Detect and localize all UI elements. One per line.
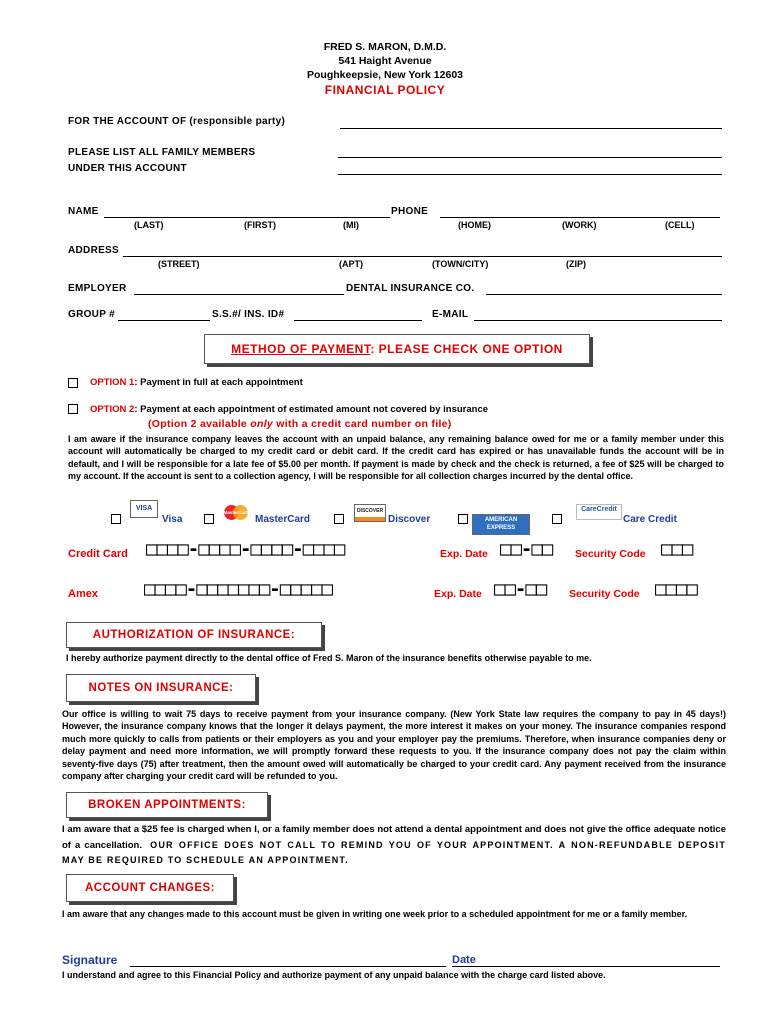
amex-logo [472,514,530,535]
option2-label: OPTION 2 [90,404,135,415]
policy-paragraph: I am aware if the insurance company leaves the account with an unpaid balance, any remaining balance owed for me or a family member under this account will automatically be charged to my credit card or debit card. If the credit card has expired or has unavailable funds the account will be in default, and I will be responsible for a late fee of $5.00 per month. If payment is made by check and the check is returned, a fee of $25 will be charged to my account. If the account is sent to a collection agency, I will be responsible for all collection charges incurred by the dental office. [68,434,724,482]
family-members-label-1: PLEASE LIST ALL FAMILY MEMBERS [68,147,256,158]
broken-text-main: I am aware that a $25 fee is charged when I, or a family member does not attend a dental appointment and does not give the office adequate notice of a cancellation. [62,824,726,851]
address-field[interactable] [123,256,722,257]
sub-town: (TOWN/CITY) [432,259,489,269]
visa-label: Visa [162,514,183,525]
option2-checkbox[interactable] [68,404,78,414]
sub-last: (LAST) [134,220,164,230]
credit-card-number-boxes[interactable]: □□□□-□□□□-□□□□-□□□□ [146,538,345,560]
amex-exp-label: Exp. Date [434,588,482,600]
mastercard-checkbox[interactable] [204,514,214,524]
email-field[interactable] [474,320,722,321]
city-address: Poughkeepsie, New York 12603 [306,69,464,81]
broken-appointments-text [62,823,726,869]
name-field[interactable] [104,217,390,218]
sub-cell: (CELL) [665,220,695,230]
amex-label: Amex [68,588,98,600]
option2-note [148,418,452,430]
amex-exp-boxes[interactable]: □□-□□ [494,578,547,600]
discover-checkbox[interactable] [334,514,344,524]
carecredit-label: Care Credit [623,514,677,525]
sub-home: (HOME) [458,220,491,230]
credit-card-exp-boxes[interactable]: □□-□□ [500,538,553,560]
credit-card-security-label: Security Code [575,548,646,560]
broken-text-caps: OUR OFFICE DOES NOT CALL TO REMIND YOU OF YOUR APPOINTMENT. A NON-REFUNDABLE DEPOSIT MAY BE REQUIRED TO SCHEDULE AN APPOINTMENT. [62,839,727,865]
option2-row [90,404,488,415]
family-member-field-2[interactable] [338,174,722,175]
option1-label: OPTION 1 [90,377,135,388]
credit-card-label: Credit Card [68,548,128,560]
amex-checkbox[interactable] [458,514,468,524]
visa-logo: VISA [130,500,158,518]
amex-logo-line1: AMERICAN [484,517,518,523]
sub-apt: (APT) [339,259,363,269]
sub-mi: (MI) [343,220,359,230]
sub-zip: (ZIP) [566,259,586,269]
agreement-text: I understand and agree to this Financial Policy and authorize payment of any unpaid balance with the charge card listed above. [62,970,606,980]
amex-security-label: Security Code [569,588,640,600]
ssn-label: S.S.#/ INS. ID# [212,309,285,320]
sub-street: (STREET) [158,259,200,269]
family-members-label-2: UNDER THIS ACCOUNT [68,163,187,174]
option1-text: : Payment in full at each appointment [134,377,303,388]
account-of-field[interactable] [340,128,722,129]
date-label: Date [452,954,476,966]
option1-checkbox[interactable] [68,378,78,388]
amex-logo-line2: EXPRESS [486,525,516,531]
dental-insurance-label: DENTAL INSURANCE CO. [346,283,475,294]
dental-insurance-field[interactable] [486,294,722,295]
phone-label: PHONE [391,206,429,217]
option2-note-only: only [250,418,274,430]
date-field[interactable] [452,966,720,967]
carecredit-logo: CareCredit [576,504,622,520]
authorization-heading: AUTHORIZATION OF INSURANCE: [66,622,322,648]
email-label: E-MAIL [432,309,469,320]
signature-field[interactable] [130,966,446,967]
sub-work: (WORK) [562,220,597,230]
credit-card-exp-label: Exp. Date [440,548,488,560]
notes-text: Our office is willing to wait 75 days to receive payment from your insurance company. (New York State law requires the company to pay in 45 days!) However, the insurance company knows that the longer it delays payment, the more interest it makes on your money. The insurance companies respond much more quickly to calls from patients or their employers as you and your employer pay the premiums. Therefore, when insurance companies deny or delay payment and need more information, we will promptly forward these requests to you. If the insurance company does not pay the claim within seventy-five days (75) after treatment, then the amount owed will automatically be charged to your credit card. Any payment received from the insurance company after charging your credit card will be refunded to you. [62,709,726,782]
broken-appointments-heading: BROKEN APPOINTMENTS: [66,792,268,818]
employer-field[interactable] [134,294,344,295]
group-label: GROUP # [68,309,115,320]
notes-heading: NOTES ON INSURANCE: [66,674,256,702]
account-changes-text: I am aware that any changes made to this account must be given in writing one week prior to a scheduled appointment for me or a family member. [62,909,688,919]
employer-label: EMPLOYER [68,283,127,294]
amex-security-boxes[interactable]: □□□□ [655,578,697,600]
amex-number-boxes[interactable]: □□□□-□□□□□□□-□□□□□ [144,578,332,600]
option2-note-pre: (Option 2 available [148,418,251,430]
street-address: 541 Haight Avenue [338,55,432,67]
discover-label: Discover [388,514,431,525]
page-title: FINANCIAL POLICY [324,83,446,97]
discover-logo [354,504,386,522]
mastercard-logo-text: MasterCard [223,510,249,515]
mastercard-label: MasterCard [255,514,311,525]
method-heading-underlined: METHOD OF PAYMENT [231,342,371,356]
option2-note-post: with a credit card number on file) [273,418,452,430]
sub-first: (FIRST) [244,220,276,230]
visa-checkbox[interactable] [111,514,121,524]
discover-logo-text: DISCOVER [356,508,384,514]
method-heading-rest: : PLEASE CHECK ONE OPTION [370,342,563,356]
carecredit-checkbox[interactable] [552,514,562,524]
doctor-name: FRED S. MARON, D.M.D. [323,41,447,53]
credit-card-security-boxes[interactable]: □□□ [661,538,693,560]
group-field[interactable] [118,320,210,321]
phone-field[interactable] [440,217,720,218]
account-of-label: FOR THE ACCOUNT OF (responsible party) [68,116,286,127]
ssn-field[interactable] [294,320,422,321]
signature-label: Signature [62,953,118,967]
mastercard-logo [222,504,250,522]
option1-row [90,377,303,388]
account-changes-heading: ACCOUNT CHANGES: [66,874,234,902]
method-of-payment-heading [204,334,590,364]
authorization-text: I hereby authorize payment directly to the dental office of Fred S. Maron of the insurance benefits otherwise payable to me. [66,653,592,663]
family-member-field-1[interactable] [338,157,722,158]
name-label: NAME [68,206,99,217]
address-label: ADDRESS [68,245,119,256]
option2-text: : Payment at each appointment of estimated amount not covered by insurance [134,404,489,415]
